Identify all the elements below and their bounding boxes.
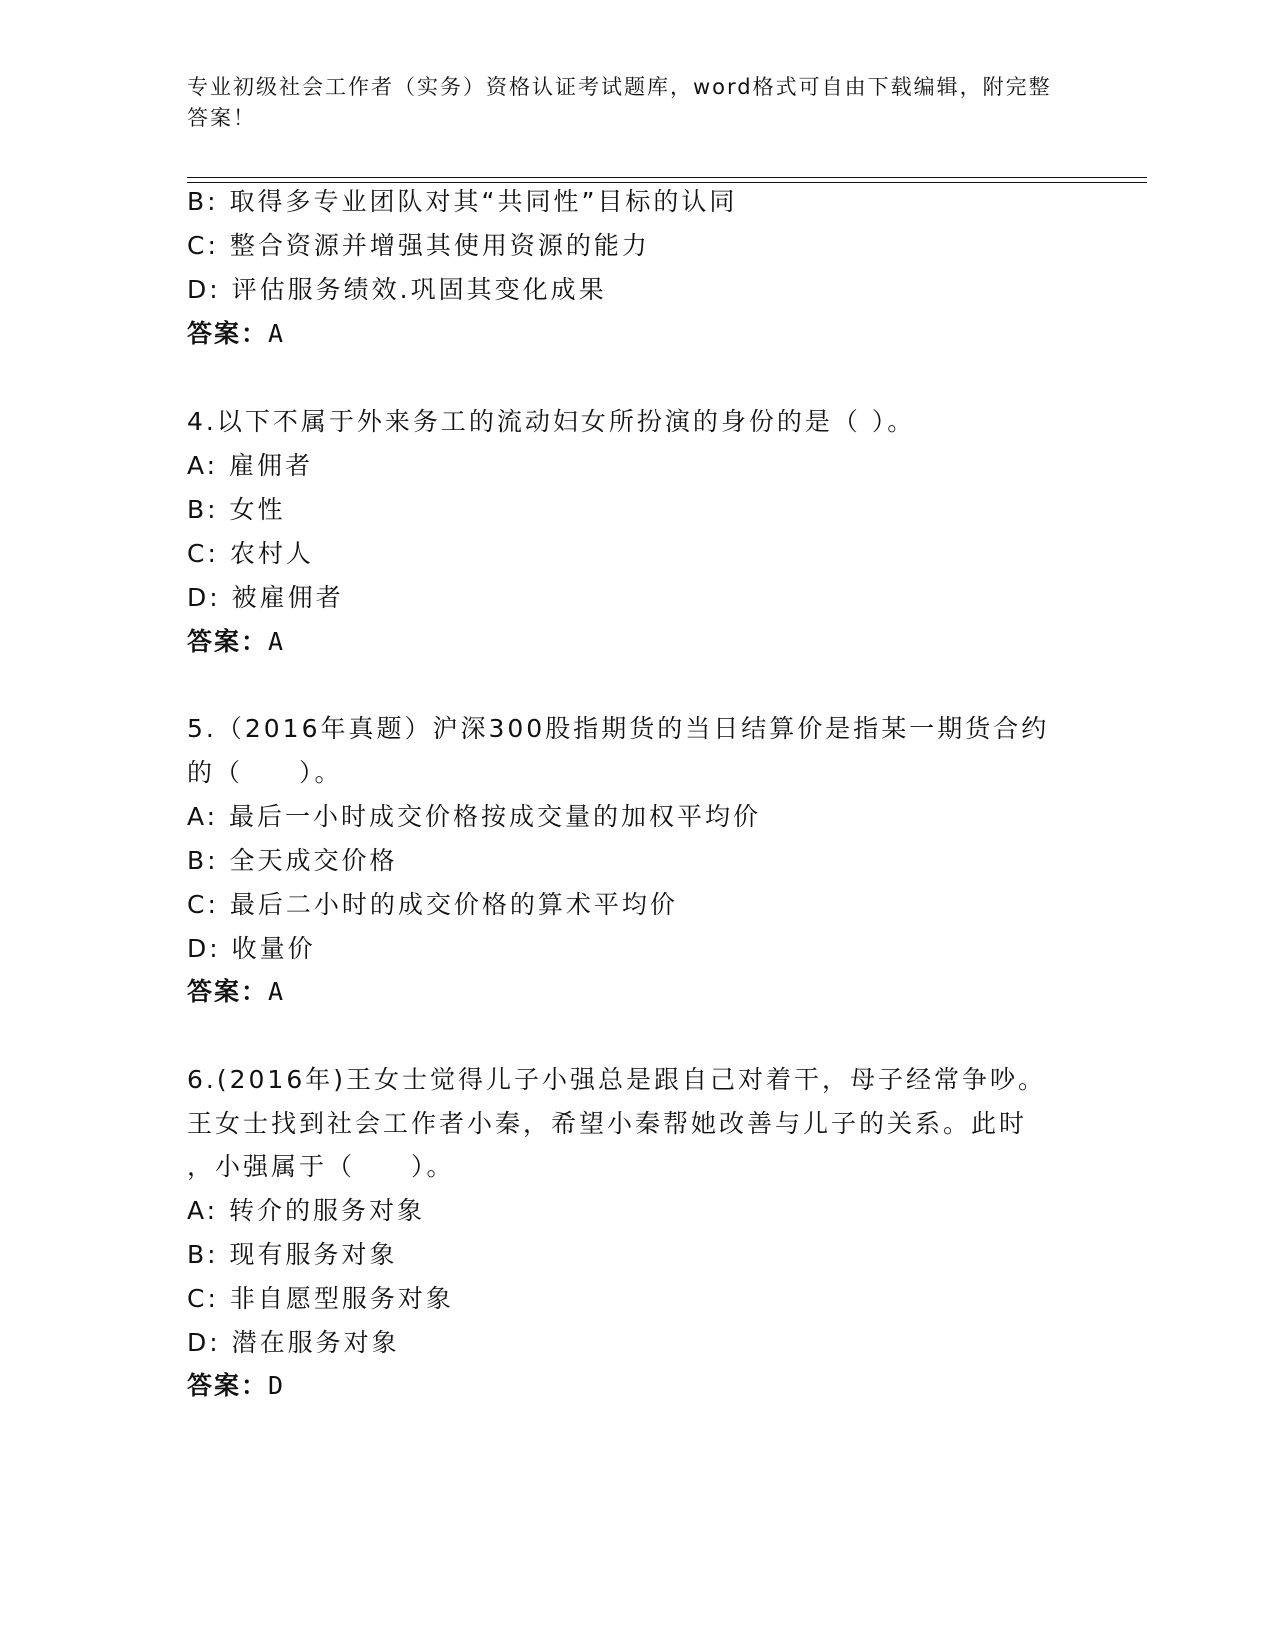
option-key: D: bbox=[187, 1328, 221, 1357]
option-key: B: bbox=[187, 846, 219, 875]
answer-label: 答案： bbox=[187, 1371, 269, 1400]
q4-answer bbox=[187, 627, 284, 657]
option-key: A: bbox=[187, 1196, 219, 1225]
q6-stem-line-1: 6.(2016年)王女士觉得儿子小强总是跟自己对着干，母子经常争吵。 bbox=[187, 1065, 1046, 1094]
q5-stem-line-1: 5.（2016年真题）沪深300股指期货的当日结算价是指某一期货合约 bbox=[187, 714, 1050, 743]
q5-option-a bbox=[187, 802, 1107, 832]
q6-option-a bbox=[187, 1196, 1107, 1226]
option-text: 现有服务对象 bbox=[229, 1240, 398, 1269]
option-text: 潜在服务对象 bbox=[231, 1328, 400, 1357]
option-key: C: bbox=[187, 539, 219, 568]
q6-option-b bbox=[187, 1240, 1107, 1270]
option-key: D: bbox=[187, 934, 221, 963]
q3-option-d bbox=[187, 275, 1107, 305]
q5-answer bbox=[187, 977, 284, 1007]
option-key: B: bbox=[187, 495, 219, 524]
option-key: C: bbox=[187, 1284, 219, 1313]
q6-stem-line-3: ，小强属于（ ）。 bbox=[187, 1152, 455, 1181]
option-key: B: bbox=[187, 187, 219, 216]
option-text: 雇佣者 bbox=[229, 451, 314, 480]
answer-label: 答案： bbox=[187, 627, 269, 656]
q5-option-b bbox=[187, 846, 1107, 876]
q6-stem-line-2: 王女士找到社会工作者小秦，希望小秦帮她改善与儿子的关系。此时 bbox=[187, 1109, 1028, 1138]
option-key: B: bbox=[187, 1240, 219, 1269]
answer-value: D bbox=[268, 1371, 285, 1400]
option-text: 农村人 bbox=[229, 539, 314, 568]
header-rule-top bbox=[187, 177, 1147, 178]
option-text: 转介的服务对象 bbox=[229, 1196, 426, 1225]
q4-option-d bbox=[187, 583, 1107, 613]
q3-option-c bbox=[187, 231, 1107, 261]
option-text: 整合资源并增强其使用资源的能力 bbox=[229, 231, 650, 260]
q6-option-d bbox=[187, 1328, 1107, 1358]
q4-stem: 4.以下不属于外来务工的流动妇女所扮演的身份的是（ ）。 bbox=[187, 407, 916, 436]
q5-stem-line-2: 的（ ）。 bbox=[187, 758, 343, 787]
q4-option-c bbox=[187, 539, 1107, 569]
option-text: 非自愿型服务对象 bbox=[229, 1284, 454, 1313]
answer-value: A bbox=[268, 319, 285, 348]
option-text: 最后一小时成交价格按成交量的加权平均价 bbox=[229, 802, 762, 831]
q4-option-a bbox=[187, 451, 1107, 481]
q6-answer bbox=[187, 1371, 284, 1401]
option-key: C: bbox=[187, 890, 219, 919]
q4-option-b bbox=[187, 495, 1107, 525]
q6-option-c bbox=[187, 1284, 1107, 1314]
option-key: A: bbox=[187, 451, 219, 480]
page-header: 专业初级社会工作者（实务）资格认证考试题库，word格式可自由下载编辑，附完整答案！ bbox=[187, 75, 1052, 130]
answer-value: A bbox=[268, 977, 285, 1006]
option-key: D: bbox=[187, 583, 221, 612]
answer-value: A bbox=[268, 627, 285, 656]
q3-option-b bbox=[187, 187, 1107, 217]
option-key: A: bbox=[187, 802, 219, 831]
option-text: 女性 bbox=[229, 495, 286, 524]
q3-answer bbox=[187, 319, 284, 349]
option-text: 取得多专业团队对其“共同性”目标的认同 bbox=[229, 187, 738, 216]
option-text: 收量价 bbox=[231, 934, 316, 963]
header-rule-bottom bbox=[187, 182, 1147, 183]
option-key: C: bbox=[187, 231, 219, 260]
option-text: 评估服务绩效.巩固其变化成果 bbox=[231, 275, 607, 304]
option-text: 被雇佣者 bbox=[231, 583, 344, 612]
option-text: 最后二小时的成交价格的算术平均价 bbox=[229, 890, 678, 919]
answer-label: 答案： bbox=[187, 319, 269, 348]
option-text: 全天成交价格 bbox=[229, 846, 398, 875]
q5-option-d bbox=[187, 934, 1107, 964]
answer-label: 答案： bbox=[187, 977, 269, 1006]
option-key: D: bbox=[187, 275, 221, 304]
q5-option-c bbox=[187, 890, 1107, 920]
